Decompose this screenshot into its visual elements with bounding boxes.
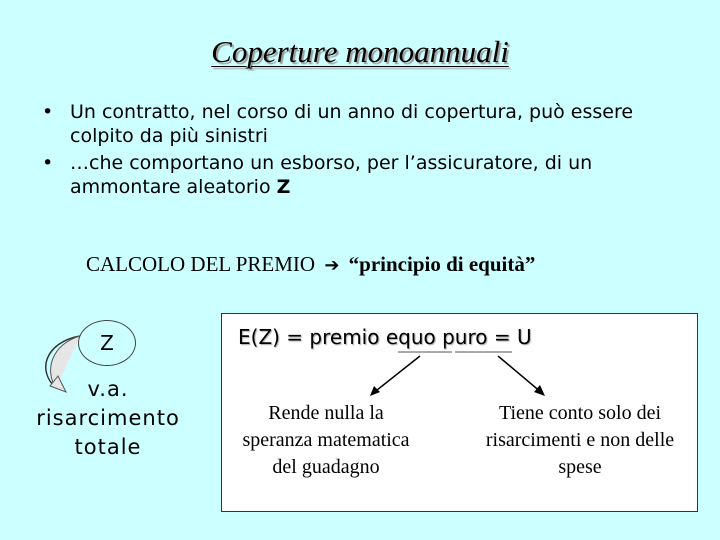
- right-explanation: [470, 400, 690, 481]
- formula: E(Z) = premio equo puro = U: [238, 325, 532, 349]
- va-line: risarcimento: [36, 406, 180, 430]
- right-line: spese: [558, 456, 602, 478]
- z-label: Z: [100, 331, 114, 355]
- left-explanation: [226, 400, 426, 481]
- right-line: risarcimenti e non delle: [485, 429, 675, 451]
- left-line: del guadagno: [272, 456, 380, 478]
- left-arrowhead: [370, 386, 380, 396]
- left-arrow-line: [372, 356, 420, 394]
- premio-label: CALCOLO DEL PREMIO: [86, 252, 316, 276]
- left-line: Rende nulla la: [268, 402, 384, 424]
- bullet-text: Un contratto, nel corso di un anno di copertura, può essere colpito da più sinistri: [70, 101, 634, 147]
- bullet-text: …che comportano un esborso, per l’assicuratore, di un ammontare aleatorio: [70, 152, 593, 198]
- right-arrow-icon: ➔: [324, 255, 340, 275]
- right-arrowhead: [534, 385, 545, 396]
- slide-title: Coperture monoannuali: [211, 34, 509, 69]
- left-line: speranza matematica: [242, 429, 410, 451]
- va-line: v.a.: [87, 377, 129, 401]
- bullet-z: Z: [276, 176, 291, 198]
- va-line: totale: [74, 435, 142, 459]
- right-line: Tiene conto solo dei: [498, 402, 662, 424]
- right-arrow-line: [498, 356, 542, 393]
- principio-label: “principio di equità”: [348, 252, 536, 276]
